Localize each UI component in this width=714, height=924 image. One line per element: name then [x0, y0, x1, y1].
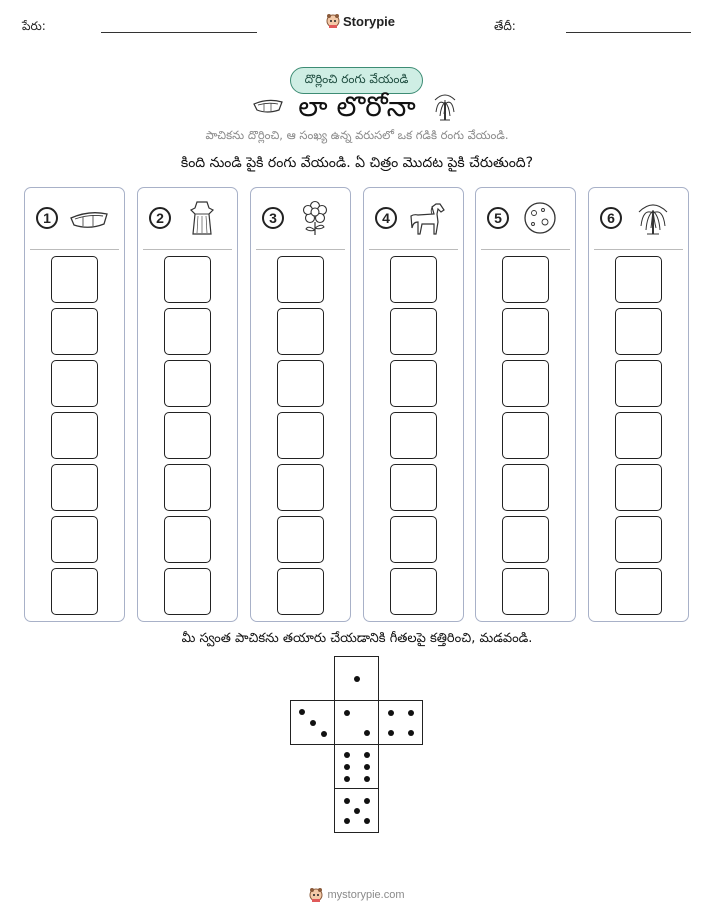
color-square[interactable]	[502, 256, 549, 303]
column-1	[24, 187, 125, 622]
cut-instruction: మీ స్వంత పాచికను తయారు చేయడానికి గీతలపై కత్తిరించి, మడవండి.	[181, 631, 533, 646]
footer-url[interactable]: mystorypie.com	[327, 889, 405, 901]
instruction: కింది నుండి పైకి రంగు వేయండి. ఏ చిత్రం మొదట పైకి చేరుతుంది?	[180, 155, 534, 171]
flower-icon	[295, 200, 335, 236]
color-square[interactable]	[502, 568, 549, 615]
color-square[interactable]	[390, 516, 437, 563]
column-divider	[143, 249, 232, 250]
activity-badge: దొర్లించి రంగు వేయండి	[290, 67, 423, 94]
die-pip	[364, 730, 370, 736]
die-face-3	[290, 700, 335, 745]
color-square[interactable]	[615, 256, 662, 303]
die-pip	[321, 731, 327, 737]
brand-name: Storypie	[343, 13, 396, 29]
color-square[interactable]	[615, 308, 662, 355]
die-face-2	[334, 700, 379, 745]
column-divider	[30, 249, 119, 250]
color-square[interactable]	[277, 464, 324, 511]
color-square[interactable]	[164, 516, 211, 563]
color-square[interactable]	[277, 516, 324, 563]
die-pip	[364, 776, 370, 782]
column-divider	[594, 249, 683, 250]
color-square[interactable]	[390, 412, 437, 459]
footer	[0, 887, 714, 903]
date-label: తేదీ:	[494, 19, 516, 33]
color-square[interactable]	[51, 412, 98, 459]
die-pip	[388, 730, 394, 736]
name-line	[101, 32, 257, 33]
die-pip	[344, 798, 350, 804]
color-square[interactable]	[502, 412, 549, 459]
die-pip	[354, 808, 360, 814]
die-face-4	[378, 700, 423, 745]
die-pip	[388, 710, 394, 716]
die-pip	[344, 752, 350, 758]
dress-icon	[182, 200, 222, 236]
die-pip	[364, 752, 370, 758]
color-square[interactable]	[615, 464, 662, 511]
color-square[interactable]	[502, 464, 549, 511]
subtitle: పాచికను దొర్లించి, ఆ సంఖ్య ఉన్న వరుసలో ఒక గడికి రంగు వేయండి.	[205, 128, 509, 142]
die-pip	[344, 776, 350, 782]
color-square[interactable]	[51, 568, 98, 615]
page-title: లా లొరోనా	[298, 90, 416, 123]
column-5	[475, 187, 576, 622]
color-square[interactable]	[164, 256, 211, 303]
column-number: 2	[149, 207, 171, 229]
color-square[interactable]	[164, 308, 211, 355]
color-square[interactable]	[51, 308, 98, 355]
column-divider	[256, 249, 345, 250]
color-square[interactable]	[164, 464, 211, 511]
color-square[interactable]	[164, 360, 211, 407]
color-square[interactable]	[390, 256, 437, 303]
column-number: 1	[36, 207, 58, 229]
column-number: 6	[600, 207, 622, 229]
color-square[interactable]	[277, 308, 324, 355]
storypie-mascot-icon	[309, 887, 323, 903]
die-pip	[344, 818, 350, 824]
willow-tree-icon	[633, 200, 673, 236]
color-square[interactable]	[51, 464, 98, 511]
color-square[interactable]	[277, 568, 324, 615]
color-square[interactable]	[164, 568, 211, 615]
column-divider	[481, 249, 570, 250]
die-pip	[310, 720, 316, 726]
die-pip	[354, 676, 360, 682]
column-number: 4	[375, 207, 397, 229]
moon-icon	[520, 200, 560, 236]
die-pip	[299, 709, 305, 715]
color-square[interactable]	[502, 308, 549, 355]
storypie-mascot-icon	[326, 13, 340, 29]
die-face-6	[334, 744, 379, 789]
color-square[interactable]	[615, 516, 662, 563]
color-square[interactable]	[51, 360, 98, 407]
color-square[interactable]	[390, 464, 437, 511]
die-face-5	[334, 788, 379, 833]
column-4	[363, 187, 464, 622]
color-square[interactable]	[51, 516, 98, 563]
boat-icon	[69, 200, 109, 236]
horse-icon	[408, 200, 448, 236]
color-square[interactable]	[615, 412, 662, 459]
name-label: పేరు:	[22, 19, 46, 33]
color-square[interactable]	[390, 360, 437, 407]
column-number: 5	[487, 207, 509, 229]
die-pip	[344, 764, 350, 770]
color-square[interactable]	[51, 256, 98, 303]
color-square[interactable]	[502, 360, 549, 407]
column-6	[588, 187, 689, 622]
die-pip	[364, 798, 370, 804]
color-square[interactable]	[615, 360, 662, 407]
column-divider	[369, 249, 458, 250]
column-3	[250, 187, 351, 622]
willow-tree-icon	[432, 92, 458, 122]
brand-logo	[326, 13, 395, 29]
color-square[interactable]	[277, 412, 324, 459]
column-number: 3	[262, 207, 284, 229]
die-pip	[344, 710, 350, 716]
die-pip	[408, 710, 414, 716]
date-line	[566, 32, 691, 33]
column-2	[137, 187, 238, 622]
color-square[interactable]	[277, 360, 324, 407]
color-square[interactable]	[390, 308, 437, 355]
die-pip	[364, 764, 370, 770]
color-square[interactable]	[390, 568, 437, 615]
color-square[interactable]	[164, 412, 211, 459]
die-face-1	[334, 656, 379, 701]
color-square[interactable]	[277, 256, 324, 303]
die-pip	[408, 730, 414, 736]
die-pip	[364, 818, 370, 824]
color-square[interactable]	[502, 516, 549, 563]
color-square[interactable]	[615, 568, 662, 615]
